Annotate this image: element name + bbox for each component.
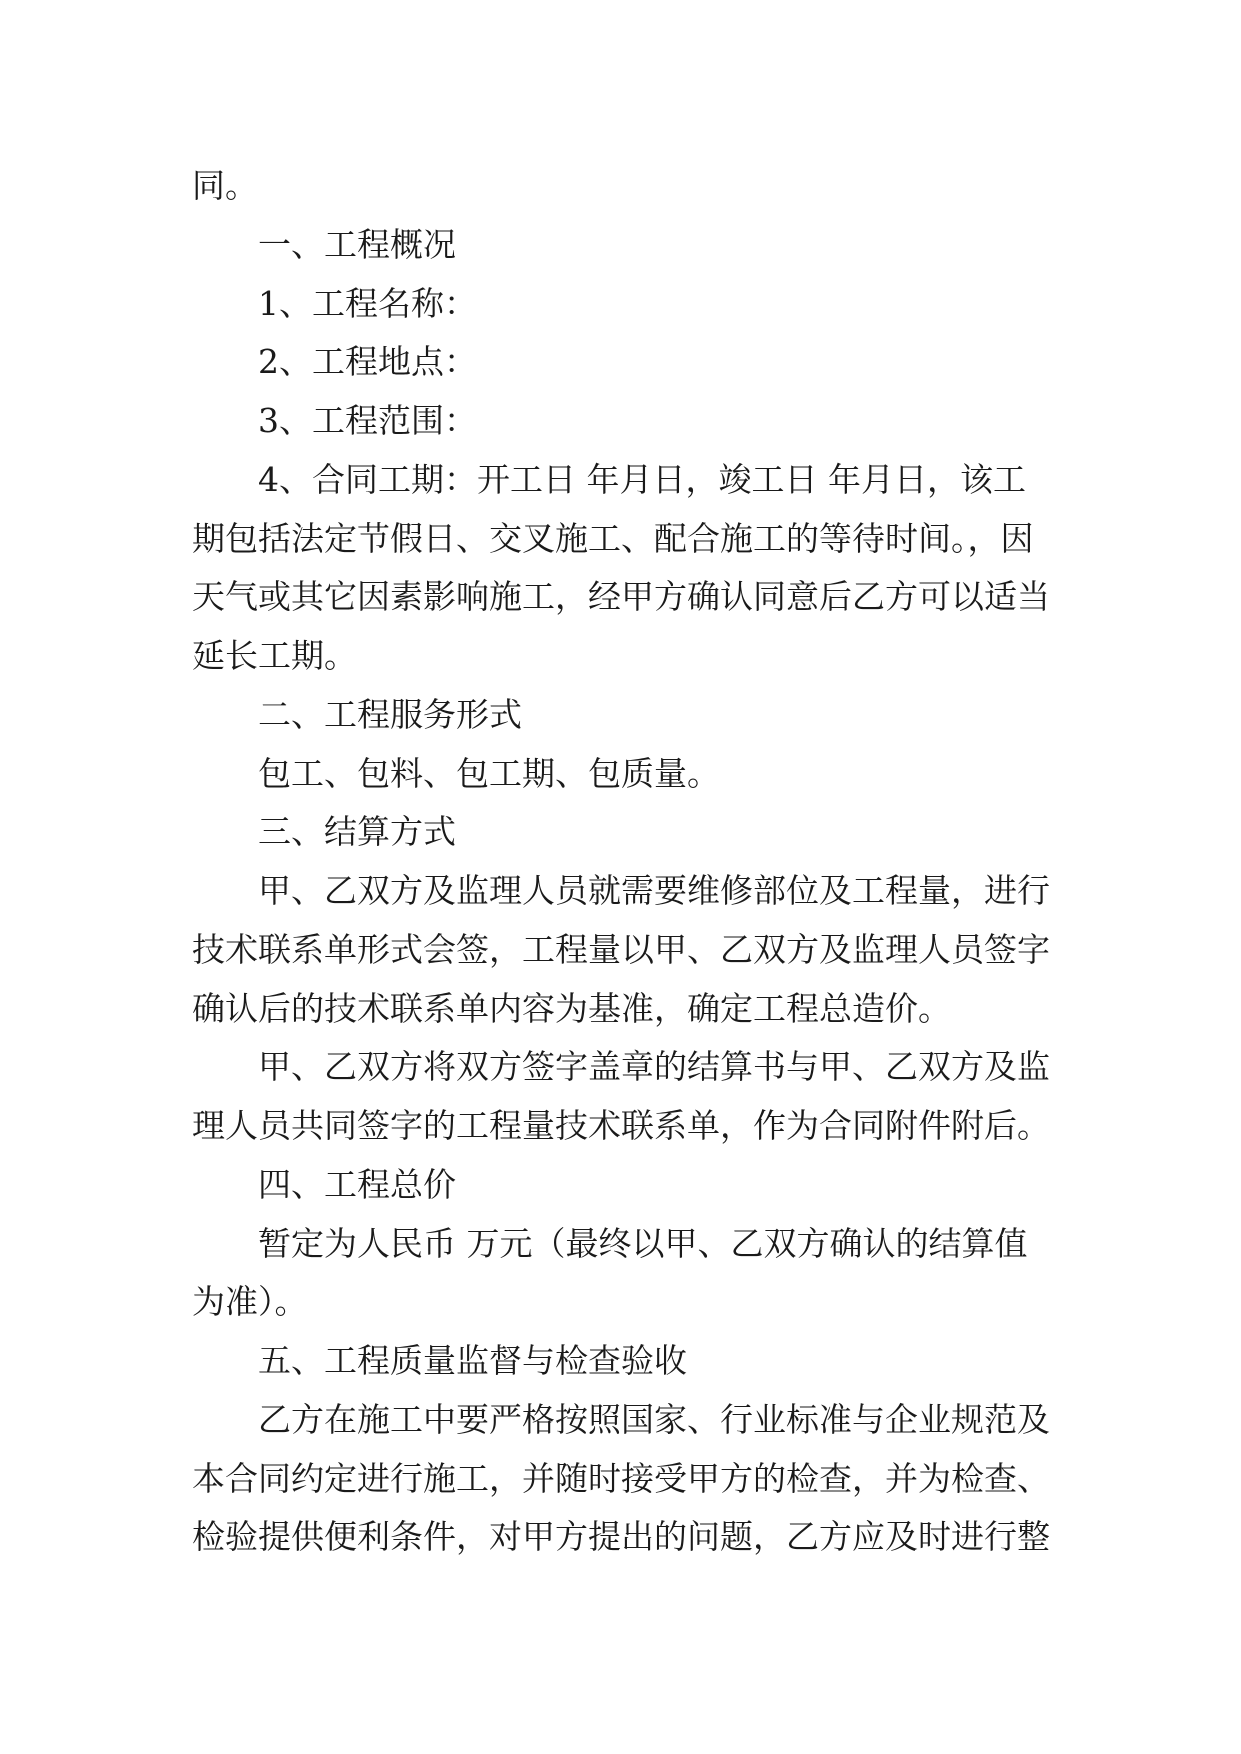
text-line-20: 为准）。: [192, 1282, 308, 1321]
text-line-23: 本合同约定进行施工，并随时接受甲方的检查，并为检查、: [192, 1459, 1050, 1498]
text-line-project-location: 2、工程地点：: [258, 342, 477, 381]
text-line-24: 检验提供便利条件，对甲方提出的问题，乙方应及时进行整: [192, 1517, 1050, 1556]
section-heading-settlement: 三、结算方式: [258, 812, 456, 851]
text-line-8: 天气或其它因素影响施工，经甲方确认同意后乙方可以适当: [192, 577, 1050, 616]
text-line-19: 暂定为人民币 万元（最终以甲、乙双方确认的结算值: [258, 1224, 1028, 1263]
text-line-16: 甲、乙双方将双方签字盖章的结算书与甲、乙双方及监: [258, 1047, 1050, 1086]
section-heading-total-price: 四、工程总价: [258, 1165, 456, 1204]
text-line-project-name: 1、工程名称：: [258, 284, 477, 323]
text-line-11: 包工、包料、包工期、包质量。: [258, 754, 720, 793]
text-line-7: 期包括法定节假日、交叉施工、配合施工的等待时间。，因: [192, 519, 1034, 558]
section-heading-quality: 五、工程质量监督与检查验收: [258, 1341, 687, 1380]
text-line-14: 技术联系单形式会签，工程量以甲、乙双方及监理人员签字: [192, 930, 1050, 969]
text-line-project-scope: 3、工程范围：: [258, 401, 477, 440]
text-line-22: 乙方在施工中要严格按照国家、行业标准与企业规范及: [258, 1400, 1050, 1439]
text-line-1: 同。: [192, 166, 258, 205]
text-line-9: 延长工期。: [192, 636, 357, 675]
text-line-contract-period: 4、合同工期：开工日 年月日，竣工日 年月日，该工: [258, 460, 1026, 499]
section-heading-project-overview: 一、工程概况: [258, 225, 456, 264]
section-heading-service-form: 二、工程服务形式: [258, 695, 522, 734]
text-line-13: 甲、乙双方及监理人员就需要维修部位及工程量，进行: [258, 871, 1050, 910]
text-line-15: 确认后的技术联系单内容为基准，确定工程总造价。: [192, 989, 951, 1028]
text-line-17: 理人员共同签字的工程量技术联系单，作为合同附件附后。: [192, 1106, 1050, 1145]
